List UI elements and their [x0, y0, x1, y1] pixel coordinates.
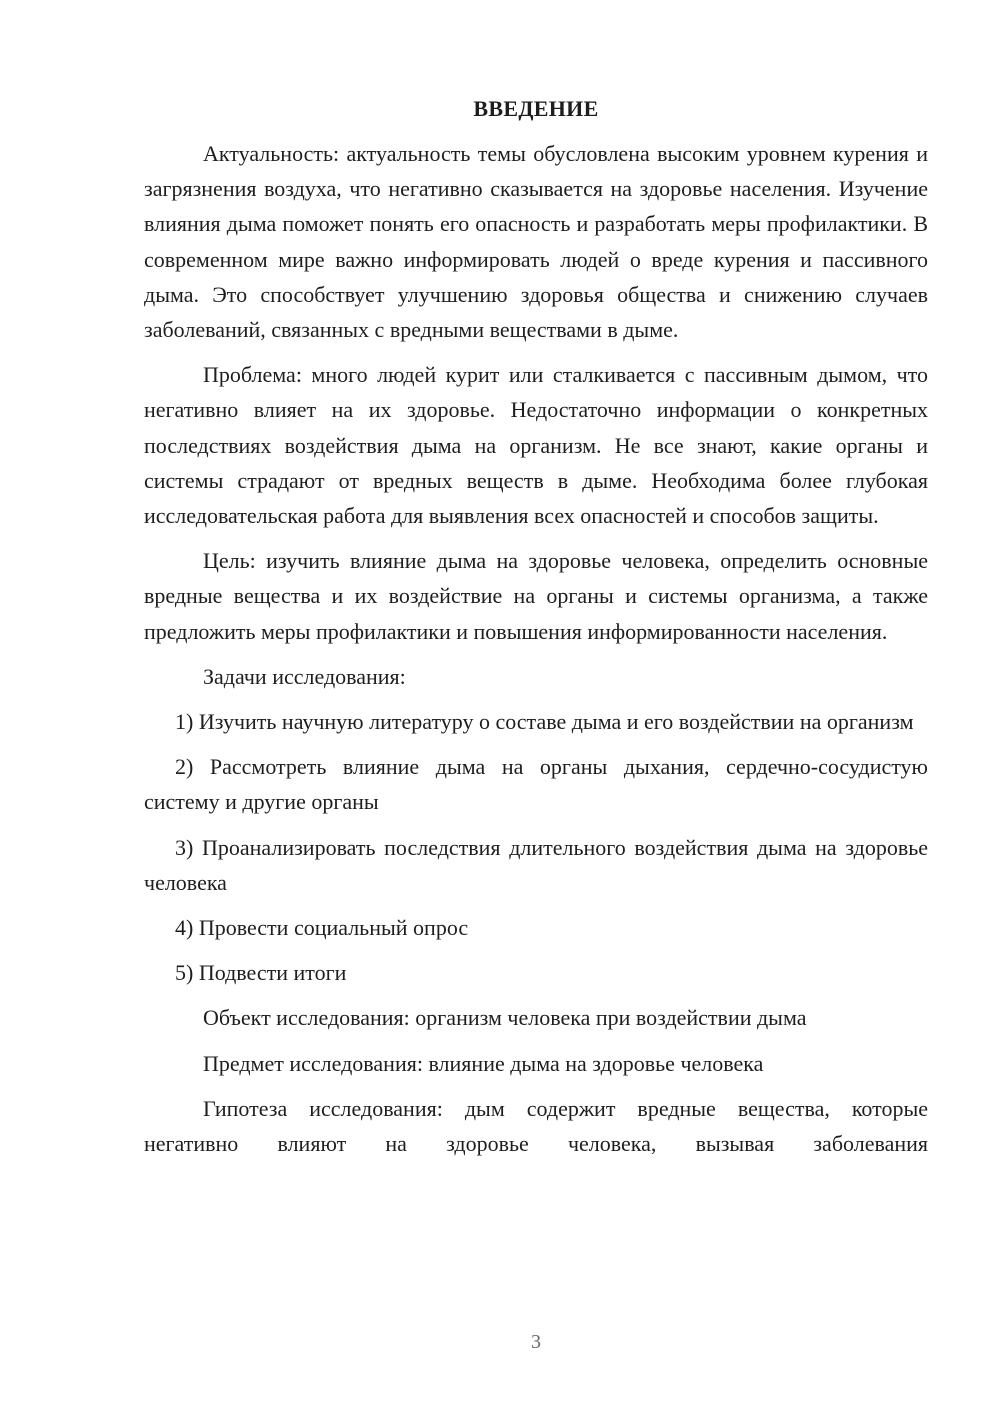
section-heading: ВВЕДЕНИЕ [473, 96, 599, 121]
paragraph-subject: Предмет исследования: влияние дыма на здоровье человека [203, 1050, 764, 1076]
paragraph-problem: Проблема: много людей курит или сталкивается с пассивным дымом, что негативно влияет на их здоровье. Недостаточно информации о конкретных последствиях воздействия дыма на организм. Не все знают, какие органы и системы страдают от вредных веществ в дыме. Необходима более глубокая исследовательская работа для выявления всех опасностей и способов защиты. [144, 362, 928, 529]
tasks-title: Задачи исследования: [203, 663, 406, 689]
task-item-4: 4) Провести социальный опрос [175, 915, 469, 941]
paragraph-goal: Цель: изучить влияние дыма на здоровье человека, определить основные вредные вещества и их воздействие на органы и системы организма, а также предложить меры профилактики и повышения информированности населения. [144, 548, 928, 644]
page-content [144, 92, 928, 1161]
task-item-3: 3) Проанализировать последствия длительного воздействия дыма на здоровье человека [144, 834, 928, 895]
page-number: 3 [531, 1331, 541, 1353]
task-item-5: 5) Подвести итоги [175, 960, 347, 986]
task-item-1: 1) Изучить научную литературу о составе дыма и его воздействии на организм [175, 709, 914, 735]
paragraph-object: Объект исследования: организм человека при воздействии дыма [203, 1005, 807, 1031]
paragraph-relevance: Актуальность: актуальность темы обусловлена высоким уровнем курения и загрязнения воздуха, что негативно сказывается на здоровье населения. Изучение влияния дыма поможет понять его опасность и разработать меры профилактики. В современном мире важно информировать людей о вреде курения и пассивного дыма. Это способствует улучшению здоровья общества и снижению случаев заболеваний, связанных с вредными веществами в дыме. [144, 141, 928, 343]
paragraph-hypothesis: Гипотеза исследования: дым содержит вредные вещества, которые негативно влияют на здоровье человека, вызывая заболевания [144, 1095, 928, 1157]
task-item-2: 2) Рассмотреть влияние дыма на органы дыхания, сердечно-сосудистую систему и другие органы [144, 754, 928, 815]
